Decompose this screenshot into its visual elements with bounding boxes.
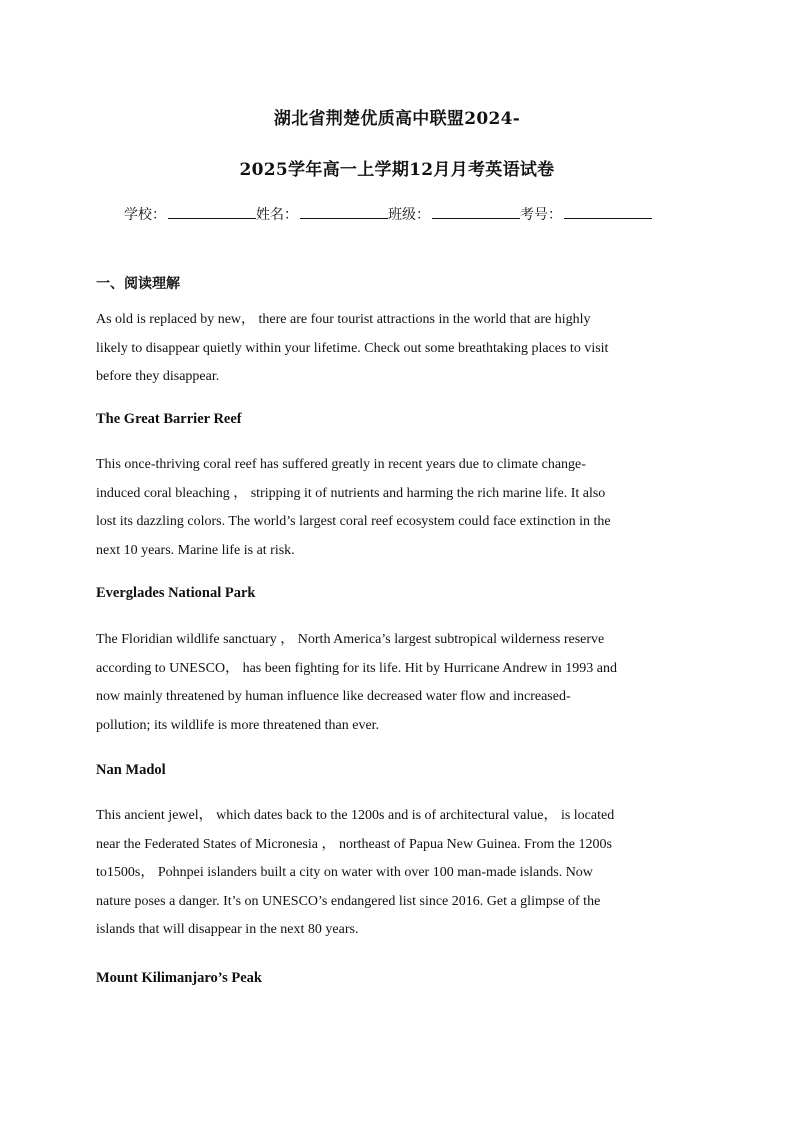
student-info-row [124,204,684,224]
paragraph-line: This ancient jewel， which dates back to the 1200s and is of architectural value， is located [96,808,615,823]
school-blank[interactable] [168,204,256,219]
school-field [124,204,256,224]
passage-heading-great-barrier-reef: The Great Barrier Reef [96,411,242,427]
paragraph-line: near the Federated States of Micronesia ， northeast of Papua New Guinea. From the 1200s [96,836,612,852]
paragraph-line: This once-thriving coral reef has suffered greatly in recent years due to climate change- [96,457,586,472]
paragraph-line: islands that will disappear in the next 80 years. [96,922,359,937]
paragraph-line: likely to disappear quietly within your lifetime. Check out some breathtaking places to visit [96,340,609,356]
paragraph-line: lost its dazzling colors. The world’s largest coral reef ecosystem could face extinction in the [96,514,611,529]
passage-heading-kilimanjaro: Mount Kilimanjaro’s Peak [96,970,262,986]
passage-paragraph-great-barrier-reef [96,451,611,565]
name-label: 姓名： [256,207,298,223]
exam-title-line-1: 湖北省荆楚优质高中联盟2024- [273,109,521,129]
paragraph-line: As old is replaced by new， there are four tourist attractions in the world that are highly [96,312,591,327]
passage-paragraph-nan-madol [96,802,614,945]
paragraph-line: next 10 years. Marine life is at risk. [96,542,295,558]
school-label: 学校： [124,207,166,223]
paragraph-line: induced coral bleaching ， stripping it of nutrients and harming the rich marine life. It also [96,485,606,501]
paragraph-line: according to UNESCO， has been fighting for its life. Hit by Hurricane Andrew in 1993 and [96,660,618,676]
paragraph-line: now mainly threatened by human influence like decreased water flow and increased- [96,689,571,704]
paragraph-line: nature poses a danger. It’s on UNESCO’s endangered list since 2016. Get a glimpse of the [96,893,601,909]
exam-number-blank[interactable] [564,204,652,219]
class-field [388,204,520,224]
paragraph-line: to1500s， Pohnpei islanders built a city on water with over 100 man-made islands. Now [96,865,593,880]
class-blank[interactable] [432,204,520,219]
exam-number-label: 考号： [520,207,562,223]
passage-heading-nan-madol: Nan Madol [96,762,166,778]
paragraph-line: pollution; its wildlife is more threatened than ever. [96,717,380,733]
passage-paragraph-everglades [96,626,617,740]
intro-paragraph [96,306,608,392]
passage-heading-everglades: Everglades National Park [96,585,256,601]
paragraph-line: before they disappear. [96,369,220,384]
section-heading-reading: 一、阅读理解 [96,276,180,292]
name-field [256,204,388,224]
exam-number-field [520,204,652,224]
class-label: 班级： [388,207,430,223]
name-blank[interactable] [300,204,388,219]
exam-title-line-2: 2025学年高一上学期12月月考英语试卷 [239,160,555,180]
paragraph-line: The Floridian wildlife sanctuary ， North America’s largest subtropical wilderness reserve [96,632,605,647]
